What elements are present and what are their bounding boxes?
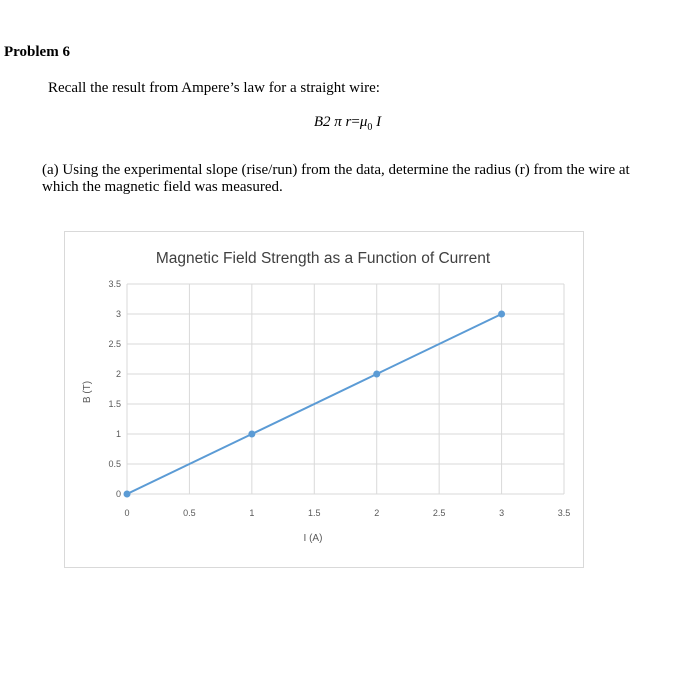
chart-container	[64, 231, 584, 568]
eq-r: r	[345, 114, 352, 130]
y-tick-label: 1.5	[108, 399, 121, 409]
x-tick-label: 0.5	[183, 508, 196, 518]
x-tick-label: 2.5	[432, 508, 446, 518]
y-tick-label: 2	[115, 369, 121, 379]
ampere-equation	[0, 114, 685, 133]
intro-text: Recall the result from Ampere’s law for a straight wire:	[48, 80, 380, 96]
y-tick-label: 3.5	[108, 279, 121, 289]
eq-current: I	[376, 114, 382, 130]
eq-mu: μ	[359, 114, 368, 130]
problem-title: Problem 6	[4, 44, 70, 60]
eq-mu-sub: 0	[367, 122, 373, 133]
y-axis-label: B (T)	[82, 380, 93, 404]
chart-svg	[65, 232, 583, 567]
data-point	[124, 491, 131, 498]
data-point	[498, 311, 505, 318]
x-tick-label: 2	[374, 508, 380, 518]
y-tick-label: 1	[115, 429, 121, 439]
eq-pi: π	[334, 114, 342, 130]
x-tick-label: 3	[499, 508, 505, 518]
y-tick-label: 0.5	[108, 459, 121, 469]
x-tick-label: 1.5	[308, 508, 321, 518]
x-tick-label: 3.5	[557, 508, 571, 518]
data-point	[373, 371, 380, 378]
part-a-question: (a) Using the experimental slope (rise/run) from the data, determine the radius (r) from the wire at which the magnetic field was measured.	[42, 162, 630, 195]
data-point	[248, 431, 255, 438]
eq-equals: =	[351, 114, 360, 130]
eq-lhs: B2	[313, 114, 331, 130]
x-tick-label: 0	[124, 508, 130, 518]
chart-title: Magnetic Field Strength as a Function of Current	[155, 250, 491, 267]
x-axis-label: I (A)	[303, 533, 323, 544]
y-tick-label: 3	[115, 309, 121, 319]
y-tick-label: 2.5	[108, 339, 121, 349]
y-tick-label: 0	[115, 489, 121, 499]
x-tick-label: 1	[249, 508, 255, 518]
